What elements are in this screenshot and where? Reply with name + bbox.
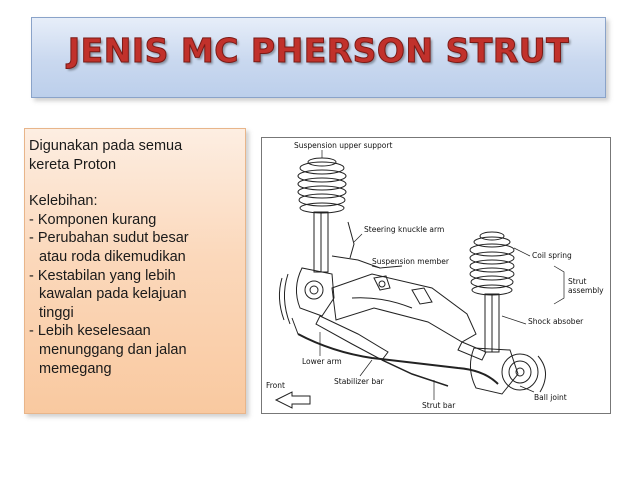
label-stabilizer-bar: Stabilizer bar (334, 377, 384, 386)
left-knuckle (296, 268, 334, 316)
advantage-item: - Komponen kurang (29, 211, 157, 228)
description-box (24, 128, 246, 414)
advantage-item-cont: menunggang dan jalan (39, 341, 187, 358)
intro-line: kereta Proton (29, 156, 117, 173)
label-ball-joint: Ball joint (534, 393, 567, 402)
label-upper-support: Suspension upper support (294, 141, 393, 150)
advantage-item: - Perubahan sudut besar (29, 230, 189, 247)
label-lower-arm: Lower arm (302, 357, 342, 366)
advantage-item-cont: tinggi (39, 304, 74, 321)
intro-line: Digunakan pada semua (29, 138, 183, 154)
left-coil-spring (298, 158, 346, 213)
advantage-item-cont: kawalan pada kelajuan (39, 286, 187, 303)
label-knuckle-arm: Steering knuckle arm (364, 225, 445, 234)
suspension-drawing (262, 138, 610, 413)
label-assembly: assembly (568, 286, 604, 295)
advantage-item-cont: atau roda dikemudikan (39, 248, 186, 265)
suspension-diagram (261, 137, 611, 414)
label-shock-absorber: Shock absober (528, 317, 584, 326)
front-arrow (276, 392, 310, 408)
advantage-item: - Kestabilan yang lebih (29, 267, 176, 284)
slide-title: JENIS MC PHERSON STRUT (67, 31, 570, 70)
advantage-item: - Lebih keselesaan (29, 323, 151, 340)
label-strut-bar: Strut bar (422, 401, 456, 410)
label-front: Front (266, 381, 285, 390)
right-coil-spring (470, 232, 514, 295)
label-suspension-member: Suspension member (372, 257, 449, 266)
label-strut: Strut (568, 277, 587, 286)
label-coil-spring: Coil spring (532, 251, 572, 260)
advantage-item-cont: memegang (39, 360, 112, 377)
advantages-heading: Kelebihan: (29, 193, 98, 210)
